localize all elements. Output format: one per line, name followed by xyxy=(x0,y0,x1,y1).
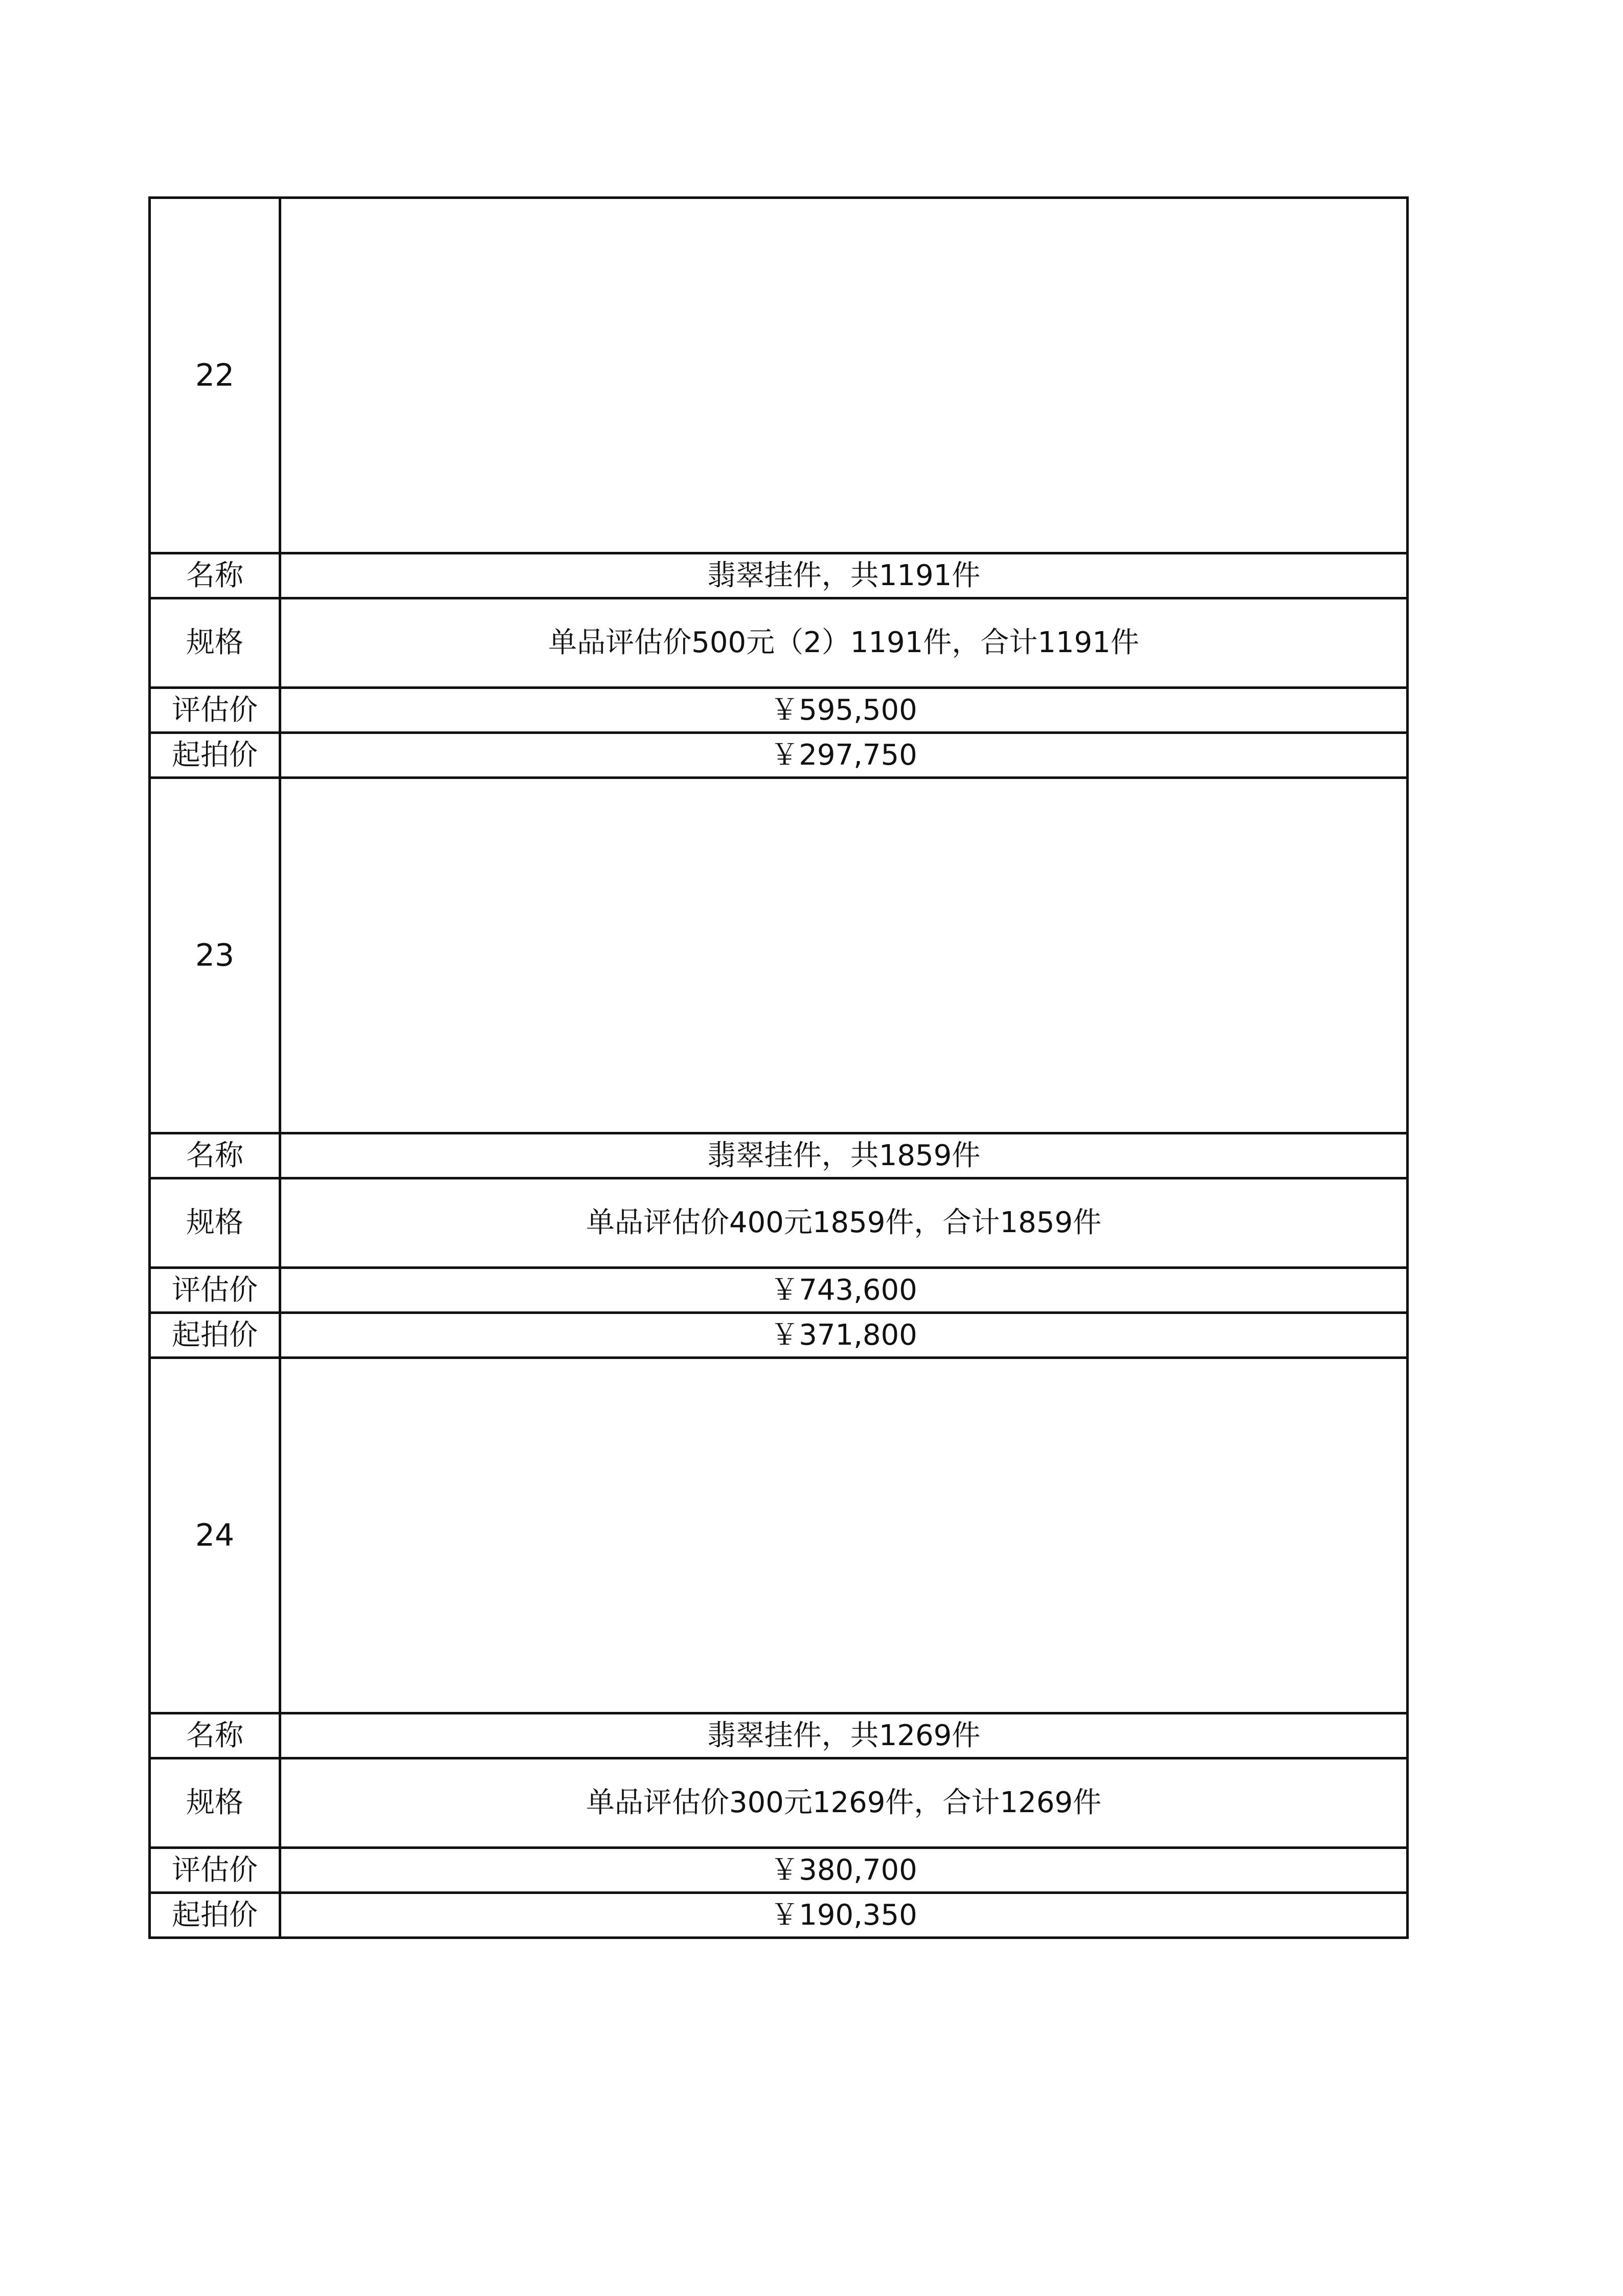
spec-row xyxy=(150,1758,1408,1848)
appraisal-label: 评估价 xyxy=(150,688,280,733)
item-name: 翡翠挂件，共1859件 xyxy=(280,1133,1408,1178)
lot-24-photos xyxy=(280,1358,1408,1713)
appraisal-label: 评估价 xyxy=(150,1268,280,1313)
name-row xyxy=(150,553,1408,598)
name-row xyxy=(150,1133,1408,1178)
lot-number: 24 xyxy=(150,1358,280,1713)
lot-23-photos xyxy=(280,778,1408,1133)
lot-number: 22 xyxy=(150,198,280,553)
start-price: ￥371,800 xyxy=(280,1313,1408,1358)
appraisal-price: ￥743,600 xyxy=(280,1268,1408,1313)
start-price-row xyxy=(150,1893,1408,1938)
appraisal-price: ￥595,500 xyxy=(280,688,1408,733)
item-spec: 单品评估价500元（2）1191件，合计1191件 xyxy=(280,598,1408,688)
lot-22-photos xyxy=(280,198,1408,553)
spec-row xyxy=(150,598,1408,688)
start-price: ￥297,750 xyxy=(280,733,1408,778)
start-price-label: 起拍价 xyxy=(150,1893,280,1938)
spec-row xyxy=(150,1178,1408,1268)
start-price: ￥190,350 xyxy=(280,1893,1408,1938)
name-row xyxy=(150,1713,1408,1758)
appraisal-row xyxy=(150,1268,1408,1313)
spec-label: 规格 xyxy=(150,1758,280,1848)
item-spec: 单品评估价400元1859件，合计1859件 xyxy=(280,1178,1408,1268)
lot-number: 23 xyxy=(150,778,280,1133)
lot-24-photo-row xyxy=(150,1358,1408,1713)
appraisal-row xyxy=(150,1848,1408,1893)
item-name: 翡翠挂件，共1269件 xyxy=(280,1713,1408,1758)
start-price-row xyxy=(150,1313,1408,1358)
appraisal-price: ￥380,700 xyxy=(280,1848,1408,1893)
lot-table xyxy=(148,196,1409,1939)
name-label: 名称 xyxy=(150,553,280,598)
spec-label: 规格 xyxy=(150,598,280,688)
start-price-row xyxy=(150,733,1408,778)
appraisal-label: 评估价 xyxy=(150,1848,280,1893)
name-label: 名称 xyxy=(150,1713,280,1758)
appraisal-row xyxy=(150,688,1408,733)
item-spec: 单品评估价300元1269件，合计1269件 xyxy=(280,1758,1408,1848)
lot-22-photo-row xyxy=(150,198,1408,553)
start-price-label: 起拍价 xyxy=(150,733,280,778)
item-name: 翡翠挂件，共1191件 xyxy=(280,553,1408,598)
spec-label: 规格 xyxy=(150,1178,280,1268)
name-label: 名称 xyxy=(150,1133,280,1178)
start-price-label: 起拍价 xyxy=(150,1313,280,1358)
lot-23-photo-row xyxy=(150,778,1408,1133)
